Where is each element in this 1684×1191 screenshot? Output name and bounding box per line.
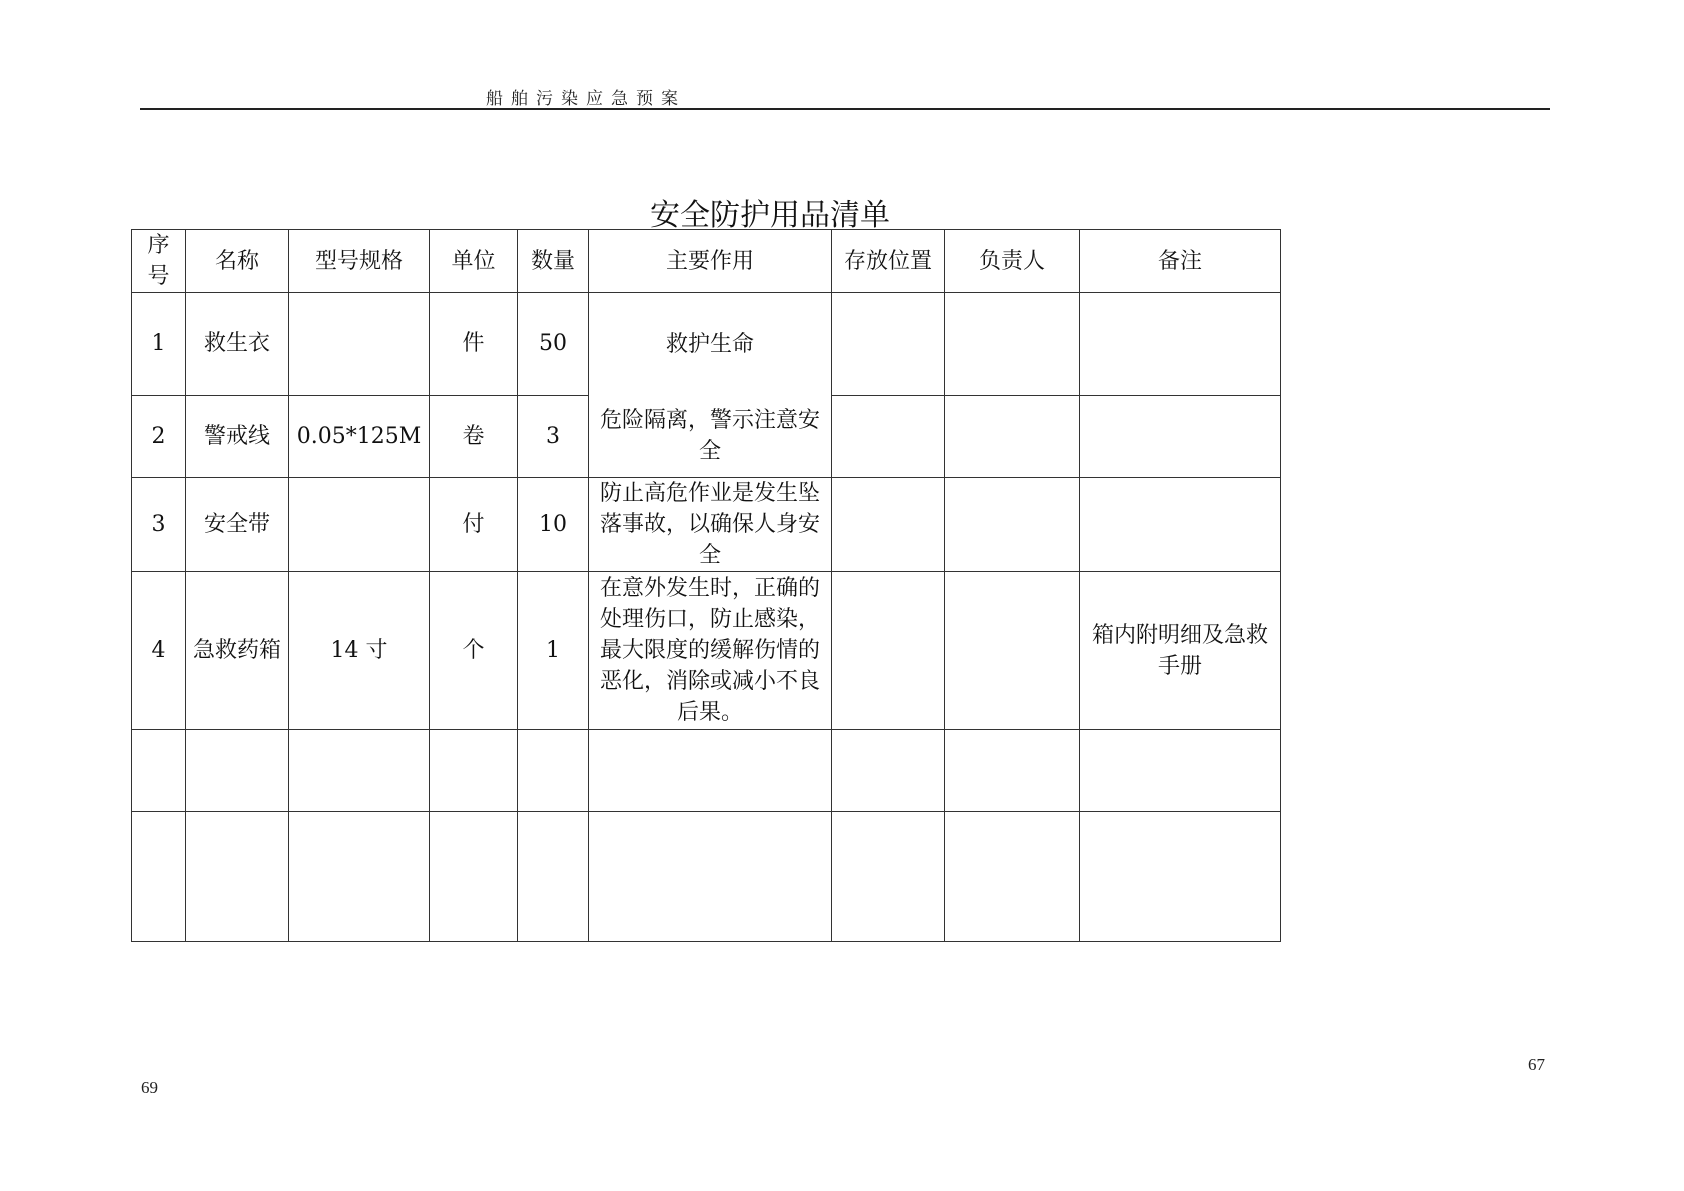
cell-location <box>832 395 945 477</box>
header-rule <box>140 108 1550 110</box>
page-number-right: 67 <box>1528 1055 1545 1074</box>
cell-qty: 3 <box>518 395 589 477</box>
document-title: 安全防护用品清单 <box>650 198 890 233</box>
cell-name: 急救药箱 <box>186 572 289 730</box>
cell-unit: 件 <box>430 293 518 396</box>
cell-location <box>832 293 945 396</box>
cell-name <box>186 730 289 812</box>
page-number-left: 69 <box>141 1078 158 1097</box>
cell-unit <box>430 730 518 812</box>
cell-use: 在意外发生时，正确的处理伤口，防止感染，最大限度的缓解伤情的恶化，消除或减小不良后果。 <box>589 572 832 730</box>
cell-use: 防止高危作业是发生坠落事故，以确保人身安全 <box>589 478 832 572</box>
cell-location <box>832 478 945 572</box>
cell-spec <box>289 478 430 572</box>
cell-use <box>589 812 832 942</box>
cell-name <box>186 812 289 942</box>
cell-seq: 4 <box>132 572 186 730</box>
cell-spec <box>289 730 430 812</box>
column-header-use: 主要作用 <box>589 230 832 293</box>
table-row <box>132 478 1281 572</box>
cell-note <box>1080 478 1281 572</box>
cell-spec <box>289 293 430 396</box>
column-header-note: 备注 <box>1080 230 1281 293</box>
cell-qty: 50 <box>518 293 589 396</box>
column-header-responsible: 负责人 <box>945 230 1080 293</box>
cell-responsible <box>945 395 1080 477</box>
cell-seq: 3 <box>132 478 186 572</box>
cell-use: 危险隔离，警示注意安全 <box>599 408 820 464</box>
equipment-table <box>131 229 1281 942</box>
cell-unit: 付 <box>430 478 518 572</box>
cell-responsible <box>945 572 1080 730</box>
table-header-row <box>132 230 1281 293</box>
cell-spec <box>289 812 430 942</box>
cell-spec: 14 寸 <box>289 572 430 730</box>
cell-spec: 0.05*125M <box>289 395 430 477</box>
cell-note <box>1080 395 1281 477</box>
table-row <box>132 293 1281 396</box>
cell-unit <box>430 812 518 942</box>
cell-qty <box>518 812 589 942</box>
column-header-name: 名称 <box>186 230 289 293</box>
cell-note <box>1080 293 1281 396</box>
cell-unit: 个 <box>430 572 518 730</box>
cell-use <box>589 730 832 812</box>
cell-name: 安全带 <box>186 478 289 572</box>
cell-note <box>1080 730 1281 812</box>
cell-location <box>832 730 945 812</box>
cell-location <box>832 812 945 942</box>
cell-location <box>832 572 945 730</box>
table-row <box>132 572 1281 730</box>
table-row <box>132 812 1281 942</box>
cell-name: 救生衣 <box>186 293 289 396</box>
cell-qty <box>518 730 589 812</box>
cell-seq <box>132 812 186 942</box>
cell-use-merged <box>589 293 832 478</box>
column-header-unit: 单位 <box>430 230 518 293</box>
column-header-spec: 型号规格 <box>289 230 430 293</box>
cell-name: 警戒线 <box>186 395 289 477</box>
cell-responsible <box>945 478 1080 572</box>
column-header-location: 存放位置 <box>832 230 945 293</box>
running-header: 船舶污染应急预案 <box>486 89 686 109</box>
cell-qty: 10 <box>518 478 589 572</box>
table-row <box>132 730 1281 812</box>
cell-qty: 1 <box>518 572 589 730</box>
column-header-seq: 序号 <box>132 230 186 293</box>
cell-note <box>1080 812 1281 942</box>
cell-unit: 卷 <box>430 395 518 477</box>
cell-seq <box>132 730 186 812</box>
cell-responsible <box>945 730 1080 812</box>
cell-note: 箱内附明细及急救手册 <box>1080 572 1281 730</box>
cell-responsible <box>945 293 1080 396</box>
cell-seq: 2 <box>132 395 186 477</box>
cell-use: 救护生命 <box>665 331 754 357</box>
cell-responsible <box>945 812 1080 942</box>
cell-seq: 1 <box>132 293 186 396</box>
column-header-qty: 数量 <box>518 230 589 293</box>
